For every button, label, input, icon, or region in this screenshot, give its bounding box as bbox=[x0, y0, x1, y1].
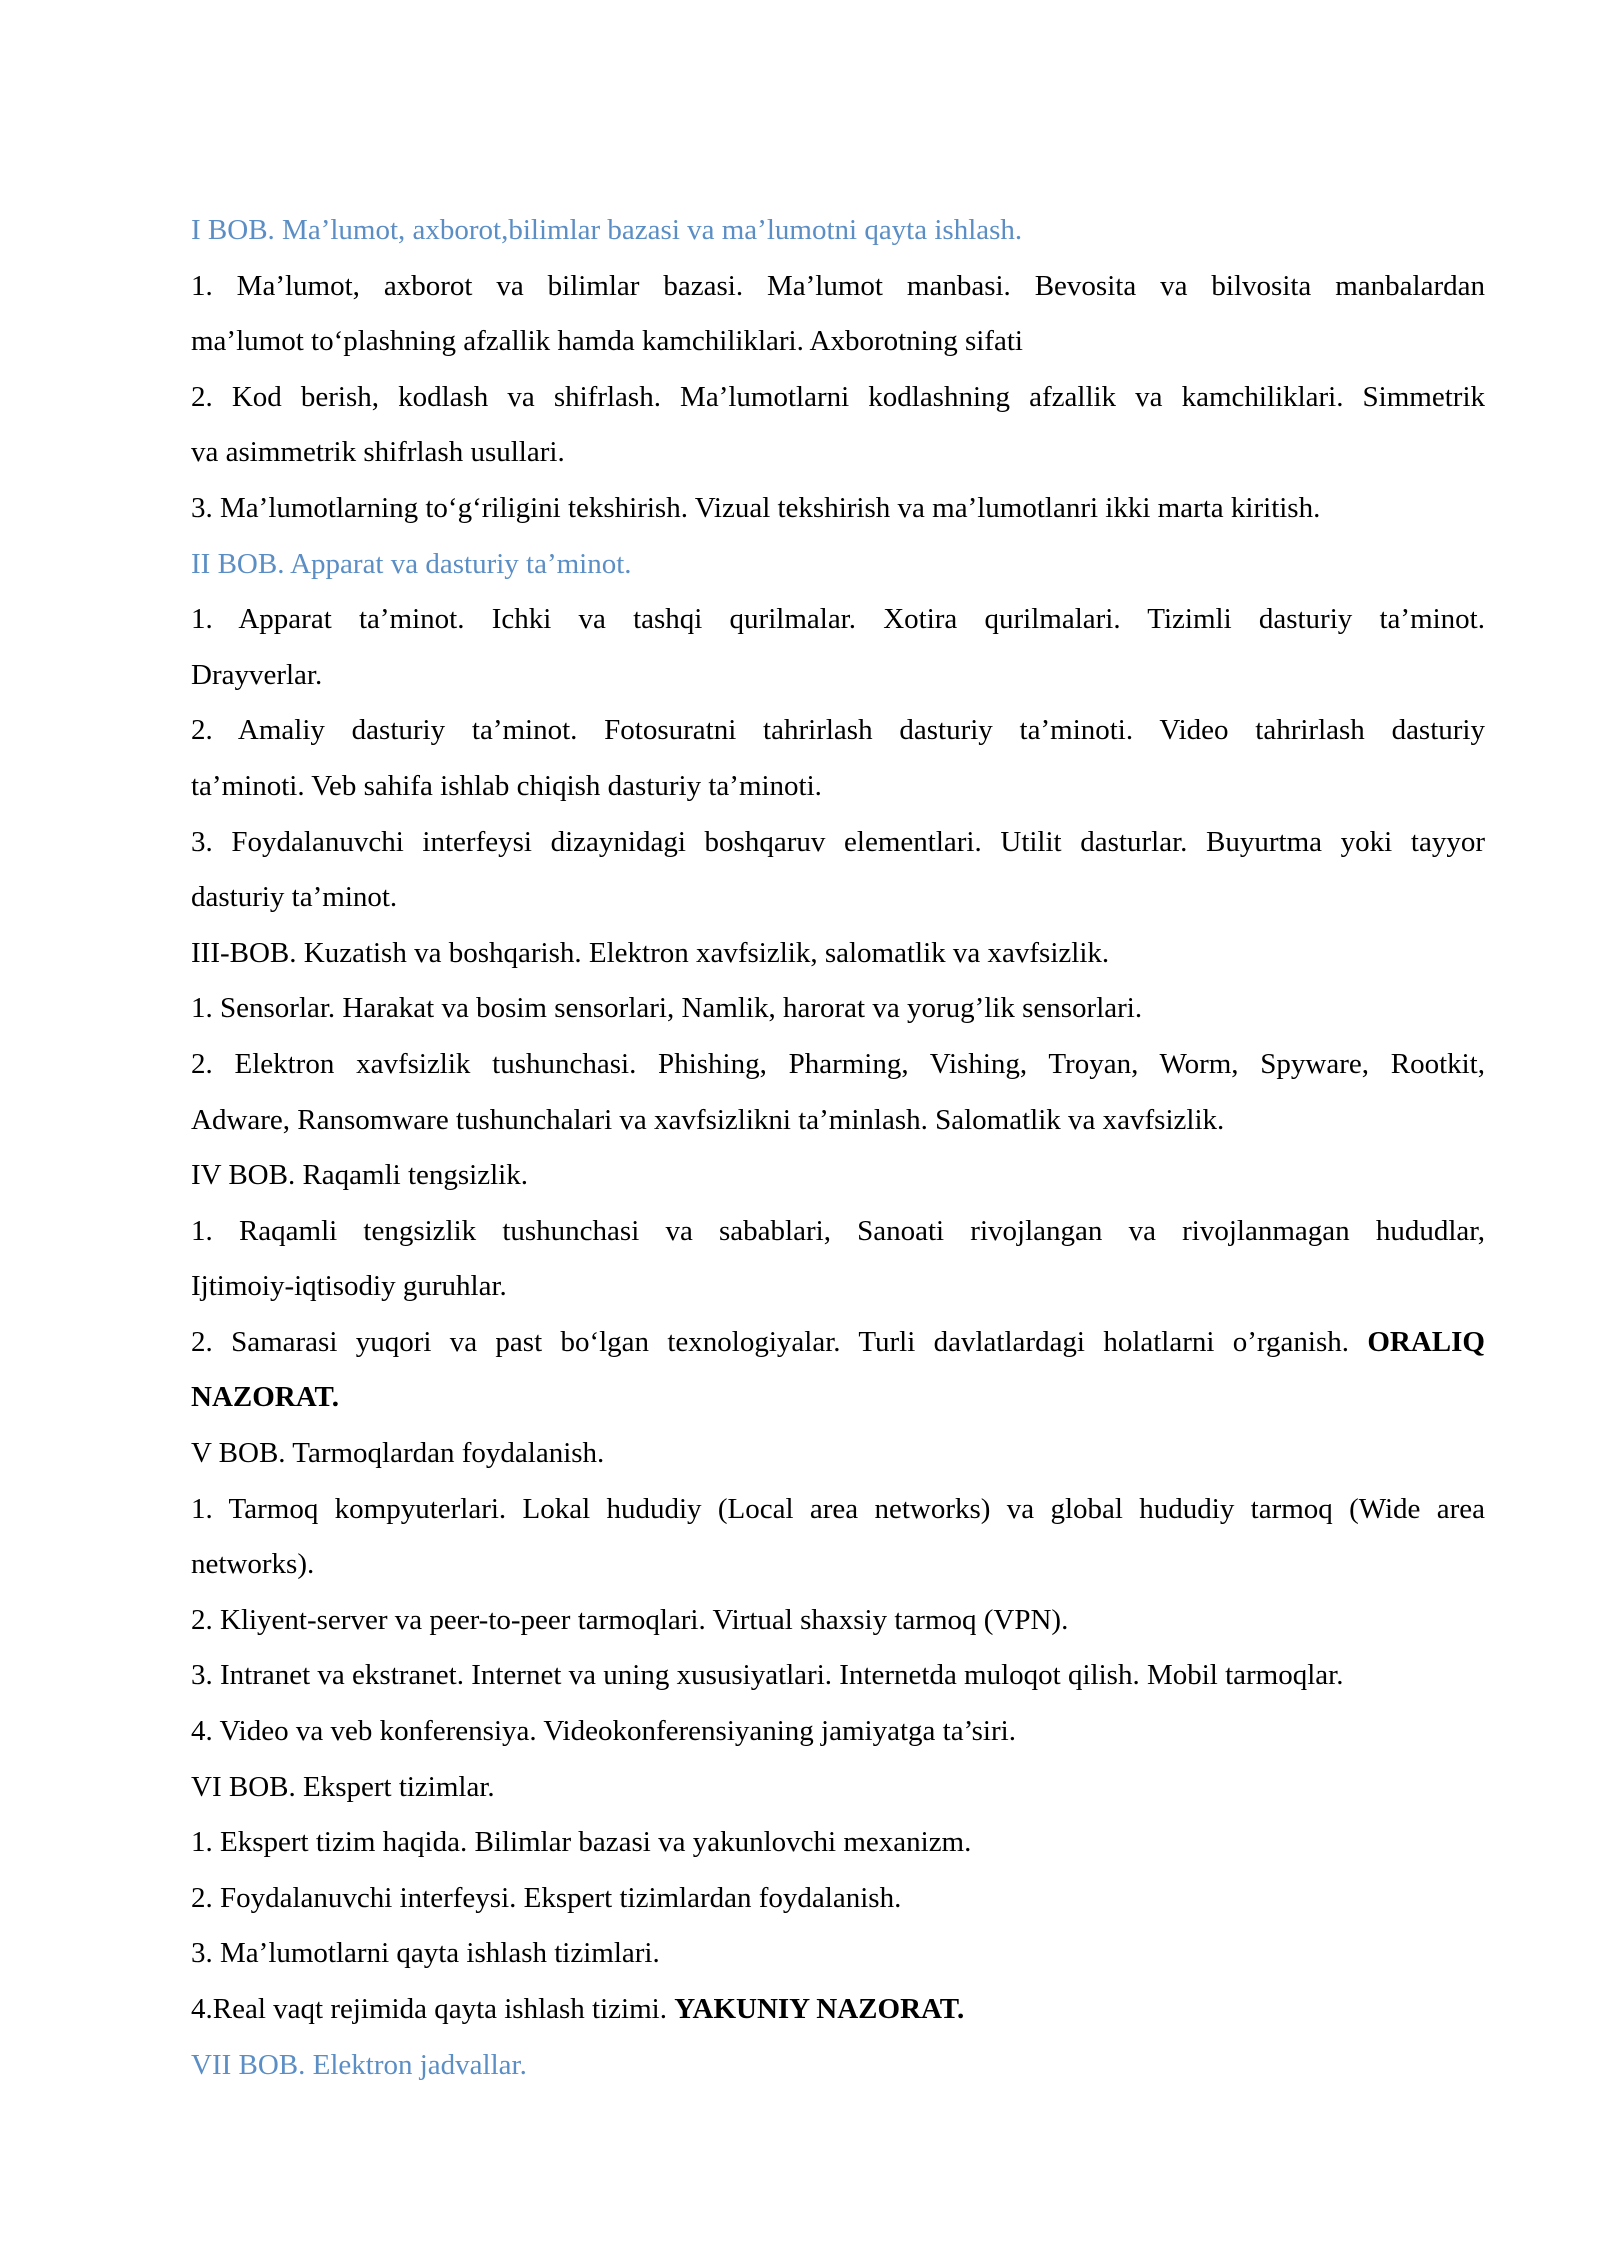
paragraph-line: Drayverlar. bbox=[191, 658, 323, 691]
midterm-label: ORALIQ bbox=[1367, 1325, 1485, 1358]
paragraph-line: 1. Ma’lumot, axborot va bilimlar bazasi. Ma’lumot manbasi. Bevosita va bilvosita manbalardan bbox=[191, 269, 1485, 302]
paragraph-text: 2. Samarasi yuqori va past bo‘lgan texnologiyalar. Turli davlatlardagi holatlarni o’rganish. bbox=[191, 1325, 1350, 1358]
chapter-6-heading: VI BOB. Ekspert tizimlar. bbox=[191, 1770, 495, 1803]
document-page bbox=[191, 203, 1485, 2093]
chapter-7-heading: VII BOB. Elektron jadvallar. bbox=[191, 2048, 527, 2081]
chapter-3-heading: III-BOB. Kuzatish va boshqarish. Elektron xavfsizlik, salomatlik va xavfsizlik. bbox=[191, 936, 1110, 969]
chapter-2-heading: II BOB. Apparat va dasturiy ta’minot. bbox=[191, 547, 632, 580]
paragraph-line: 1. Tarmoq kompyuterlari. Lokal hududiy (Local area networks) va global hududiy tarmoq (Wide area bbox=[191, 1492, 1485, 1525]
paragraph-line: 3. Ma’lumotlarni qayta ishlash tizimlari. bbox=[191, 1937, 660, 1970]
paragraph-line: 2. Foydalanuvchi interfeysi. Ekspert tizimlardan foydalanish. bbox=[191, 1881, 902, 1914]
chapter-4-heading: IV BOB. Raqamli tengsizlik. bbox=[191, 1159, 528, 1192]
paragraph-line bbox=[191, 1315, 1485, 1371]
final-exam-label: YAKUNIY NAZORAT. bbox=[674, 1993, 965, 2025]
paragraph-line: va asimmetrik shifrlash usullari. bbox=[191, 436, 565, 469]
midterm-label-continued: NAZORAT. bbox=[191, 1381, 339, 1414]
paragraph-line: Ijtimoiy-iqtisodiy guruhlar. bbox=[191, 1270, 507, 1303]
paragraph-line: networks). bbox=[191, 1548, 315, 1581]
paragraph-line: Adware, Ransomware tushunchalari va xavfsizlikni ta’minlash. Salomatlik va xavfsizlik. bbox=[191, 1103, 1225, 1136]
paragraph-line: 3. Ma’lumotlarning to‘g‘riligini tekshirish. Vizual tekshirish va ma’lumotlanri ikki marta kiritish. bbox=[191, 491, 1321, 524]
paragraph-line: 2. Elektron xavfsizlik tushunchasi. Phishing, Pharming, Vishing, Troyan, Worm, Spyware, Rootkit, bbox=[191, 1047, 1485, 1080]
paragraph-line: 4. Video va veb konferensiya. Videokonferensiyaning jamiyatga ta’siri. bbox=[191, 1715, 1016, 1748]
paragraph-line: dasturiy ta’minot. bbox=[191, 881, 398, 914]
paragraph-line: 3. Foydalanuvchi interfeysi dizaynidagi boshqaruv elementlari. Utilit dasturlar. Buyurtma yoki tayyor bbox=[191, 825, 1485, 858]
paragraph-line: 1. Raqamli tengsizlik tushunchasi va sabablari, Sanoati rivojlangan va rivojlanmagan hududlar, bbox=[191, 1214, 1485, 1247]
paragraph-line: 1. Ekspert tizim haqida. Bilimlar bazasi va yakunlovchi mexanizm. bbox=[191, 1826, 972, 1859]
paragraph-line: 1. Sensorlar. Harakat va bosim sensorlari, Namlik, harorat va yorug’lik sensorlari. bbox=[191, 992, 1143, 1025]
paragraph-line: 2. Kod berish, kodlash va shifrlash. Ma’lumotlarni kodlashning afzallik va kamchiliklari. Simmetrik bbox=[191, 380, 1485, 413]
paragraph-line: 3. Intranet va ekstranet. Internet va uning xususiyatlari. Internetda muloqot qilish. Mobil tarmoqlar. bbox=[191, 1659, 1344, 1692]
paragraph-line: ma’lumot to‘plashning afzallik hamda kamchiliklari. Axborotning sifati bbox=[191, 325, 1023, 358]
paragraph-line: 1. Apparat ta’minot. Ichki va tashqi qurilmalar. Xotira qurilmalari. Tizimli dasturiy ta’minot. bbox=[191, 603, 1485, 636]
paragraph-line: ta’minoti. Veb sahifa ishlab chiqish dasturiy ta’minoti. bbox=[191, 769, 822, 802]
paragraph-text: 4.Real vaqt rejimida qayta ishlash tizimi. bbox=[191, 1993, 667, 2025]
chapter-1-heading: I BOB. Ma’lumot, axborot,bilimlar bazasi va ma’lumotni qayta ishlash. bbox=[191, 214, 1023, 246]
chapter-5-heading: V BOB. Tarmoqlardan foydalanish. bbox=[191, 1437, 605, 1470]
paragraph-line: 2. Amaliy dasturiy ta’minot. Fotosuratni tahrirlash dasturiy ta’minoti. Video tahrirlash dasturiy bbox=[191, 714, 1485, 747]
paragraph-line: 2. Kliyent-server va peer-to-peer tarmoqlari. Virtual shaxsiy tarmoq (VPN). bbox=[191, 1603, 1069, 1636]
paragraph-line bbox=[191, 1982, 1485, 2038]
